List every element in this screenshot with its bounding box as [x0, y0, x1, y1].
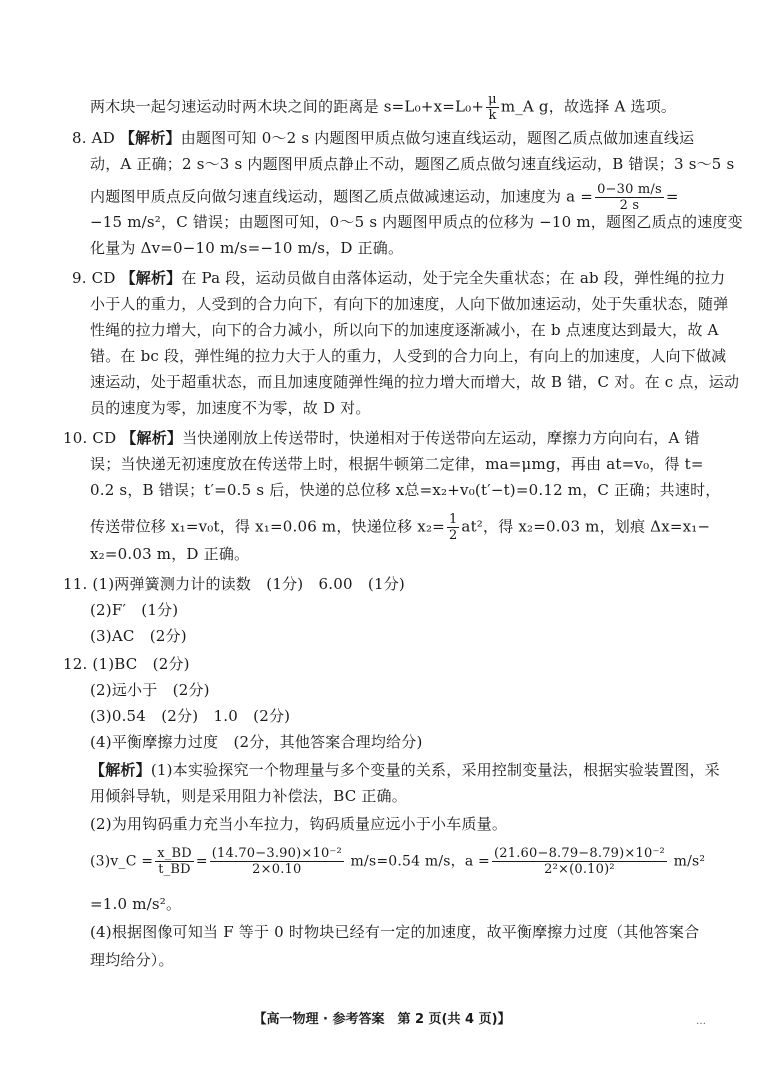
q11-line-3: [90, 626, 187, 646]
text: (3)0.54 (2分) 1.0 (2分): [90, 707, 291, 725]
text: 内题图甲质点反向做匀速直线运动，题图乙质点做减速运动，加速度为 a =: [90, 187, 594, 206]
text: 12. (1)BC (2分): [63, 655, 190, 673]
frac-numerator: 1: [448, 512, 458, 527]
frac-denominator: 2×0.10: [252, 862, 302, 877]
text: m/s=0.54 m/s，a =: [350, 853, 490, 870]
q8-line-2: [90, 154, 734, 174]
text: 误；当快递无初速度放在传送带上时，根据牛顿第二定律，ma=μmg，再由 at=v₀，得 t=: [90, 455, 704, 473]
text: 当快递刚放上传送带时，快递相对于传送带向左运动，摩擦力方向向右，A 错: [182, 429, 700, 447]
q9-line-5: [90, 372, 739, 392]
text: −15 m/s²，C 错误；由题图可知，0～5 s 内题图甲质点的位移为 −10 m，题图乙质点的速度变: [90, 213, 743, 231]
frac-numerator: (14.70−3.90)×10⁻²: [211, 846, 342, 861]
text: (2)远小于 (2分): [90, 681, 210, 699]
q12-line-11: [90, 950, 174, 970]
text: 两木块一起匀速运动时两木块之间的距离是 s=L₀+x=L₀+: [90, 97, 485, 116]
corner-mark: …: [696, 1016, 706, 1027]
frac-denominator: t_BD: [158, 862, 191, 877]
q9-line-4: [90, 346, 726, 366]
frac-denominator: k: [488, 108, 497, 123]
fraction-velocity: [210, 846, 344, 877]
text: (1)本实验探究一个物理量与多个变量的关系，采用控制变量法，根据实验装置图，采: [150, 761, 720, 779]
text: 0.2 s，B 错误；t′=0.5 s 后，快递的总位移 x总=x₂+v₀(t′−t)=0.12 m，C 正确；共速时，: [90, 481, 721, 499]
analysis-tag: 【解析】: [120, 269, 182, 287]
q12-line-3: [90, 706, 290, 726]
question-number: 8. AD: [72, 129, 115, 147]
q12-line-8: [90, 846, 705, 877]
text: 11. (1)两弹簧测力计的读数 (1分) 6.00 (1分): [63, 575, 405, 593]
text: 传送带位移 x₁=v₀t，得 x₁=0.06 m，快递位移 x₂=: [90, 517, 445, 536]
q12-line-7: [90, 814, 507, 834]
text: 小于人的重力，人受到的合力向下，有向下的加速度，人向下做加速运动，处于失重状态，随弹: [90, 295, 729, 313]
analysis-tag: 【解析】: [119, 129, 181, 147]
text: =1.0 m/s²。: [90, 895, 182, 913]
q8-line-5: [90, 238, 403, 258]
q8-line-1: [72, 128, 694, 148]
frac-numerator: 0−30 m/s: [597, 182, 662, 197]
text: 动，A 正确；2 s～3 s 内题图甲质点静止不动，题图乙质点做匀速直线运动，B 错误；3 s～5 s: [90, 155, 735, 173]
q12-line-6: [90, 786, 407, 806]
text: 在 Pa 段，运动员做自由落体运动，处于完全失重状态；在 ab 段，弹性绳的拉力: [181, 269, 726, 287]
q11-line-1: [63, 574, 405, 594]
text: =: [665, 187, 679, 206]
q9-line-6: [90, 398, 371, 418]
fraction-acceleration: [595, 182, 664, 213]
line-q7-end: [90, 92, 676, 123]
q12-line-4: [90, 732, 423, 752]
question-number: 10. CD: [63, 429, 117, 447]
q9-line-1: [72, 268, 725, 288]
q10-line-2: [90, 454, 704, 474]
text: x₂=0.03 m，D 正确。: [90, 545, 250, 563]
fraction-xbd-tbd: [155, 846, 194, 877]
q12-line-9: [90, 894, 181, 914]
frac-numerator: (21.60−8.79−8.79)×10⁻²: [493, 846, 665, 861]
q10-line-3: [90, 480, 720, 500]
frac-denominator: 2: [448, 528, 458, 543]
text: 由题图可知 0～2 s 内题图甲质点做匀速直线运动，题图乙质点做加速直线运: [180, 129, 695, 147]
text: (2)F′ (1分): [90, 601, 179, 619]
q11-line-2: [90, 600, 178, 620]
q12-line-10: [90, 922, 699, 942]
q10-line-5: [90, 544, 249, 564]
q8-line-3: [90, 182, 679, 213]
question-number: 9. CD: [72, 269, 116, 287]
q9-line-2: [90, 294, 728, 314]
q10-line-1: [63, 428, 700, 448]
text: =: [195, 853, 208, 870]
frac-numerator: μ: [488, 92, 497, 107]
fraction-mu-over-k: [486, 92, 499, 123]
q12-line-5: [90, 760, 720, 780]
text: 理均给分）。: [90, 951, 174, 969]
text: 速运动，处于超重状态，而且加速度随弹性绳的拉力增大而增大，故 B 错，C 对。在 c 点，运动: [90, 373, 740, 391]
text: 错。在 bc 段，弹性绳的拉力大于人的重力，人受到的合力向上，有向上的加速度，人向下做减: [90, 347, 727, 365]
text: 性绳的拉力增大，向下的合力减小，所以向下的加速度逐渐减小，在 b 点速度达到最大，故 A: [90, 321, 719, 339]
analysis-tag: 【解析】: [90, 761, 151, 779]
text: 化量为 Δv=0−10 m/s=−10 m/s，D 正确。: [90, 239, 404, 257]
q8-line-4: [90, 212, 743, 232]
text: (3)v_C =: [90, 853, 154, 870]
analysis-tag: 【解析】: [121, 429, 183, 447]
text: 用倾斜导轨，则是采用阻力补偿法，BC 正确。: [90, 787, 407, 805]
text: (4)根据图像可知当 F 等于 0 时物块已经有一定的加速度，故平衡摩擦力过度（其他答案合: [90, 923, 700, 941]
text: m_A g，故选择 A 选项。: [500, 97, 677, 116]
text: (2)为用钩码重力充当小车拉力，钩码质量应远小于小车质量。: [90, 815, 508, 833]
q10-line-4: [90, 512, 710, 543]
text: (3)AC (2分): [90, 627, 187, 645]
frac-denominator: 2²×(0.10)²: [544, 862, 615, 877]
page-footer: 【高一物理 · 参考答案 第 2 页(共 4 页)】: [253, 1012, 511, 1027]
fraction-one-half: [447, 512, 459, 543]
text: 员的速度为零，加速度不为零，故 D 对。: [90, 399, 371, 417]
text: m/s²: [673, 853, 706, 870]
q9-line-3: [90, 320, 719, 340]
text: (4)平衡摩擦力过度 (2分，其他答案合理均给分): [90, 733, 423, 751]
text: at²，得 x₂=0.03 m，划痕 Δx=x₁−: [461, 517, 711, 536]
q12-line-2: [90, 680, 210, 700]
frac-numerator: x_BD: [157, 846, 192, 861]
fraction-acceleration-calc: [492, 846, 667, 877]
frac-denominator: 2 s: [619, 198, 640, 213]
q12-line-1: [63, 654, 190, 674]
